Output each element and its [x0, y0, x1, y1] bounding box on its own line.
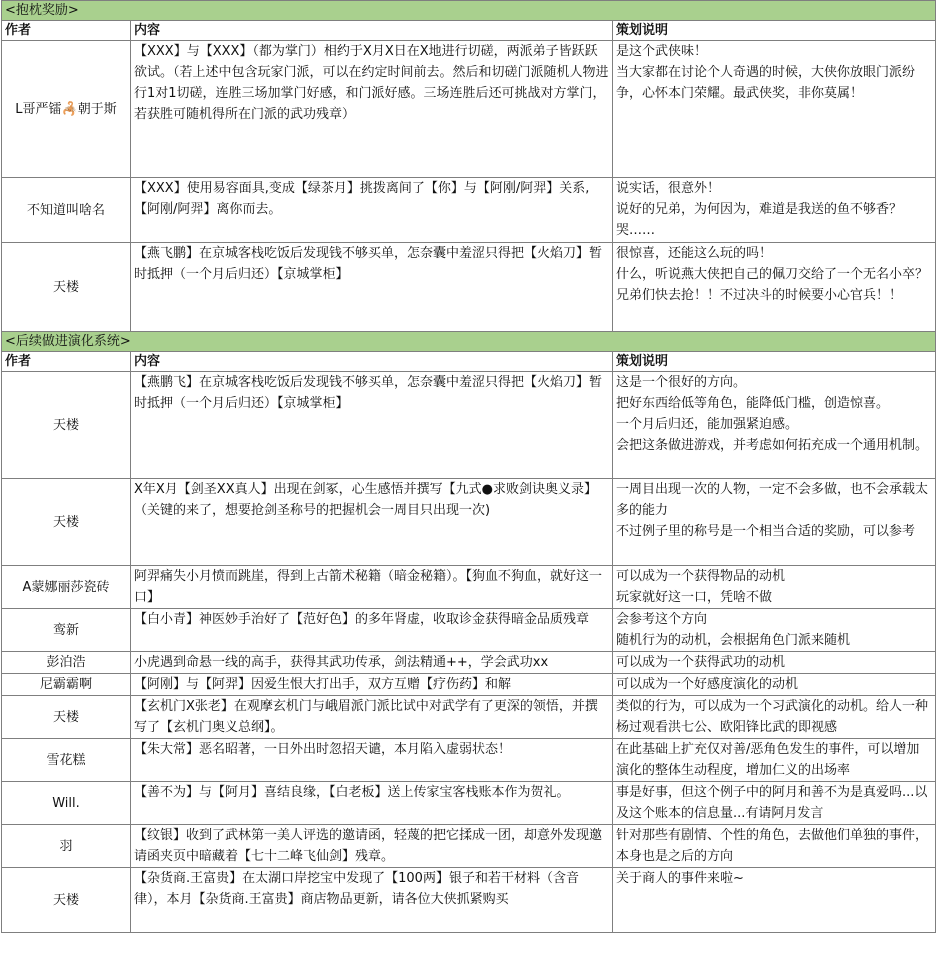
- author-cell: A蒙娜丽莎瓷砖: [2, 566, 131, 609]
- author-cell: Will.: [2, 782, 131, 825]
- content-cell: 【燕鹏飞】在京城客栈吃饭后发现钱不够买单，怎奈囊中羞涩只得把【火焰刀】暂时抵押（一个月后归还）【京城掌柜】: [131, 372, 613, 479]
- note-line: 这是一个很好的方向。: [616, 375, 747, 390]
- notes-cell: [613, 566, 936, 609]
- note-line: 是这个武侠味！: [616, 44, 708, 59]
- notes-cell: [613, 782, 936, 825]
- note-line: 一周目出现一次的人物，一定不会多做，也不会承载太多的能力: [616, 482, 929, 518]
- notes-cell: [613, 696, 936, 739]
- note-line: 说实话，很意外！: [616, 181, 721, 196]
- content-cell: 【燕飞鹏】在京城客栈吃饭后发现钱不够买单，怎奈囊中羞涩只得把【火焰刀】暂时抵押（一个月后归还）【京城掌柜】: [131, 243, 613, 332]
- note-line: 当大家都在讨论个人奇遇的时候，大侠你放眼门派纷争，心怀本门荣耀。最武侠奖，非你莫属！: [616, 65, 916, 101]
- note-line: 说好的兄弟，为何因为，难道是我送的鱼不够香？哭……: [616, 202, 903, 238]
- content-cell: 【纹银】收到了武林第一美人评选的邀请函，轻蔑的把它揉成一团，却意外发现邀请函夹页中暗藏着【七十二峰飞仙剑】残章。: [131, 825, 613, 868]
- note-line: 针对那些有剧情、个性的角色，去做他们单独的事件，本身也是之后的方向: [616, 828, 929, 864]
- table-row: [2, 825, 936, 868]
- column-header-row: [2, 352, 936, 372]
- author-cell: 天楼: [2, 372, 131, 479]
- author-cell: 尼霸霸啊: [2, 674, 131, 696]
- author-cell: 天楼: [2, 696, 131, 739]
- author-cell: 羽: [2, 825, 131, 868]
- notes-cell: [613, 372, 936, 479]
- column-header-row: [2, 21, 936, 41]
- section-header-pillow-award: [2, 1, 936, 21]
- note-line: 可以成为一个获得武功的动机: [616, 655, 786, 670]
- notes-cell: [613, 178, 936, 243]
- note-line: 什么，听说燕大侠把自己的佩刀交给了一个无名小卒？兄弟们快去抢！！不过决斗的时候要小心官兵！！: [616, 267, 929, 303]
- table-row: [2, 739, 936, 782]
- table-row: [2, 609, 936, 652]
- table-row: [2, 782, 936, 825]
- event-suggestions-table: [1, 0, 936, 933]
- table-row: [2, 178, 936, 243]
- note-line: 类似的行为，可以成为一个习武演化的动机。给人一种杨过观看洪七公、欧阳锋比武的即视感: [616, 699, 929, 735]
- note-line: 在此基础上扩充仅对善/恶角色发生的事件，可以增加演化的整体生动程度，增加仁义的出场率: [616, 742, 920, 778]
- notes-cell: [613, 479, 936, 566]
- content-cell: 【玄机门X张老】在观摩玄机门与峨眉派门派比试中对武学有了更深的领悟，并撰写了【玄机门奥义总纲】。: [131, 696, 613, 739]
- note-line: 把好东西给低等角色，能降低门槛，创造惊喜。: [616, 396, 890, 411]
- section-header-evolution-system: [2, 332, 936, 352]
- column-header-notes: 策划说明: [613, 352, 936, 372]
- table-row: [2, 479, 936, 566]
- content-cell: 【阿刚】与【阿羿】因爱生恨大打出手，双方互赠【疗伤药】和解: [131, 674, 613, 696]
- note-line: 可以成为一个好感度演化的动机: [616, 677, 799, 692]
- content-cell: 【朱大常】恶名昭著，一日外出时忽招天谴，本月陷入虚弱状态！: [131, 739, 613, 782]
- table-row: [2, 868, 936, 933]
- content-cell: 【杂货商.王富贵】在太湖口岸挖宝中发现了【100两】银子和若干材料（含音律），本月【杂货商.王富贵】商店物品更新，请各位大侠抓紧购买: [131, 868, 613, 933]
- author-cell: 不知道叫啥名: [2, 178, 131, 243]
- content-cell: 【XXX】使用易容面具,变成【绿茶月】挑拨离间了【你】与【阿刚/阿羿】关系,【阿刚/阿羿】离你而去。: [131, 178, 613, 243]
- author-cell: 雪花糕: [2, 739, 131, 782]
- table-row: [2, 674, 936, 696]
- table-row: [2, 566, 936, 609]
- author-cell: 鸾新: [2, 609, 131, 652]
- column-header-author: 作者: [2, 21, 131, 41]
- section-title: <后续做进演化系统>: [2, 332, 936, 352]
- section-title: <抱枕奖励>: [2, 1, 936, 21]
- content-cell: 【XXX】与【XXX】（都为掌门）相约于X月X日在X地进行切磋，两派弟子皆跃跃欲试。（若上述中包含玩家门派，可以在约定时间前去。然后和切磋门派随机人物进行1对1切磋，连胜三场加掌门好感，和门派好感。三场连胜后还可挑战对方掌门，若获胜可随机得所在门派的武功残章）: [131, 41, 613, 178]
- note-line: 玩家就好这一口，凭啥不做: [616, 590, 773, 605]
- author-cell: 天楼: [2, 243, 131, 332]
- author-cell: 天楼: [2, 479, 131, 566]
- table-row: [2, 243, 936, 332]
- author-cell: L哥严镭🦂朝于斯: [2, 41, 131, 178]
- table-row: [2, 652, 936, 674]
- column-header-content: 内容: [131, 352, 613, 372]
- author-cell: 天楼: [2, 868, 131, 933]
- content-cell: 阿羿痛失小月愤而跳崖，得到上古箭术秘籍（暗金秘籍）。【狗血不狗血，就好这一口】: [131, 566, 613, 609]
- notes-cell: [613, 825, 936, 868]
- column-header-notes: 策划说明: [613, 21, 936, 41]
- content-cell: X年X月【剑圣XX真人】出现在剑冢，心生感悟并撰写【九式●求败剑诀奥义录】（关键的来了，想要抢剑圣称号的把握机会一周目只出现一次): [131, 479, 613, 566]
- note-line: 不过例子里的称号是一个相当合适的奖励，可以参考: [616, 524, 916, 539]
- notes-cell: [613, 609, 936, 652]
- note-line: 事是好事，但这个例子中的阿月和善不为是真爱吗...以及这个账本的信息量...有请阿月发言: [616, 785, 928, 821]
- notes-cell: [613, 652, 936, 674]
- notes-cell: [613, 674, 936, 696]
- content-cell: 【白小青】神医妙手治好了【范好色】的多年肾虚，收取诊金获得暗金品质残章: [131, 609, 613, 652]
- content-cell: 【善不为】与【阿月】喜结良缘，【白老板】送上传家宝客栈账本作为贺礼。: [131, 782, 613, 825]
- column-header-content: 内容: [131, 21, 613, 41]
- note-line: 一个月后归还，能加强紧迫感。: [616, 417, 799, 432]
- content-cell: 小虎遇到命悬一线的高手，获得其武功传承，剑法精通++，学会武功xx: [131, 652, 613, 674]
- note-line: 可以成为一个获得物品的动机: [616, 569, 786, 584]
- note-line: 会参考这个方向: [616, 612, 708, 627]
- note-line: 会把这条做进游戏，并考虑如何拓充成一个通用机制。: [616, 438, 929, 453]
- author-cell: 彭泊浩: [2, 652, 131, 674]
- note-line: 很惊喜，还能这么玩的吗！: [616, 246, 773, 261]
- table-row: [2, 41, 936, 178]
- notes-cell: [613, 243, 936, 332]
- note-line: 随机行为的动机，会根据角色门派来随机: [616, 633, 851, 648]
- notes-cell: [613, 41, 936, 178]
- table-row: [2, 372, 936, 479]
- note-line: 关于商人的事件来啦~: [616, 871, 744, 886]
- table-row: [2, 696, 936, 739]
- column-header-author: 作者: [2, 352, 131, 372]
- notes-cell: [613, 868, 936, 933]
- notes-cell: [613, 739, 936, 782]
